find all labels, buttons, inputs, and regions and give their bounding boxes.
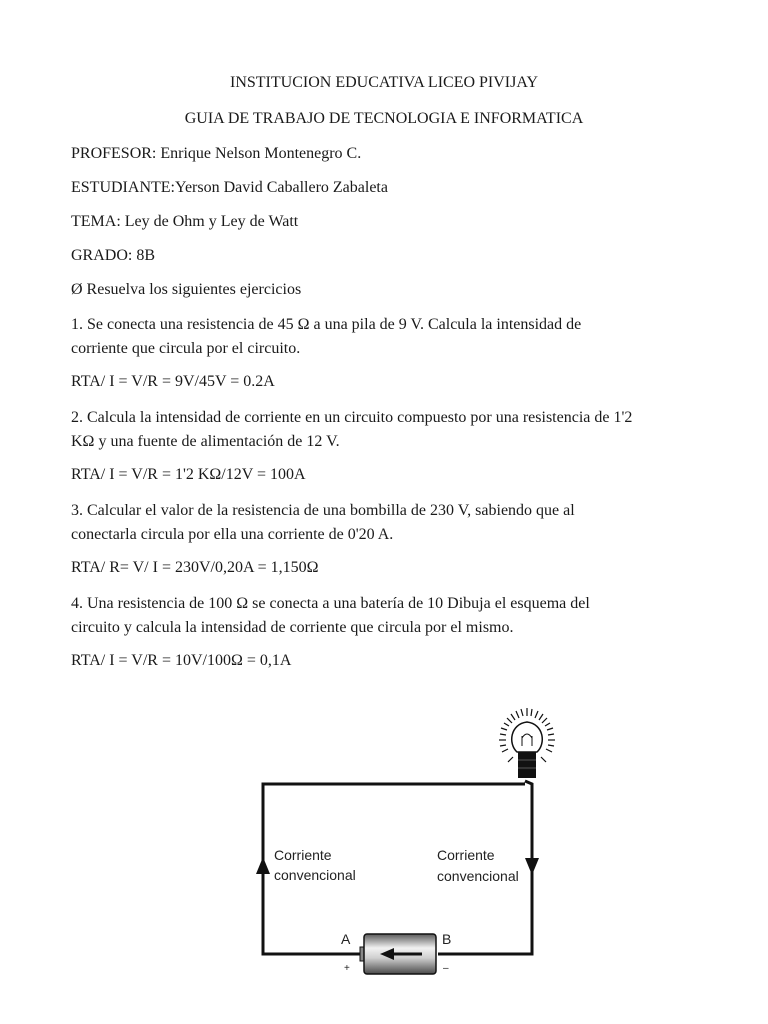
terminal-a-label: A bbox=[341, 931, 351, 947]
exercise-1-question-line-1: 1. Se conecta una resistencia de 45 Ω a una pila de 9 V. Calcula la intensidad de bbox=[71, 316, 582, 333]
current-arrow-down-icon bbox=[525, 858, 539, 875]
exercise-2-question-line-1: 2. Calcula la intensidad de corriente en un circuito compuesto por una resistencia de 1'2 bbox=[71, 409, 633, 426]
exercise-2-answer: RTA/ I = V/R = 1'2 KΩ/12V = 100A bbox=[71, 466, 306, 483]
exercise-4-question-line-1: 4. Una resistencia de 100 Ω se conecta a una batería de 10 Dibuja el esquema del bbox=[71, 595, 590, 612]
left-current-label-line-1: Corriente bbox=[274, 847, 332, 863]
tema-line: TEMA: Ley de Ohm y Ley de Watt bbox=[71, 213, 299, 230]
terminal-b-label: B bbox=[442, 931, 452, 947]
left-current-label-line-2: convencional bbox=[274, 867, 356, 883]
school-name: INSTITUCION EDUCATIVA LICEO PIVIJAY bbox=[230, 74, 538, 91]
battery-icon bbox=[360, 934, 436, 974]
guide-title: GUIA DE TRABAJO DE TECNOLOGIA E INFORMATICA bbox=[184, 110, 584, 127]
grado-line: GRADO: 8B bbox=[71, 247, 156, 264]
exercise-3-question-line-1: 3. Calcular el valor de la resistencia de una bombilla de 230 V, sabiendo que al bbox=[71, 502, 575, 519]
exercise-1-question-line-2: corriente que circula por el circuito. bbox=[71, 340, 301, 357]
exercise-3-answer: RTA/ R= V/ I = 230V/0,20A = 1,150Ω bbox=[71, 559, 319, 576]
plus-sign: + bbox=[344, 963, 350, 974]
exercise-3-question-line-2: conectarla circula por ella una corriente de 0'20 A. bbox=[71, 526, 394, 543]
right-current-label-line-2: convencional bbox=[437, 868, 519, 884]
exercise-1-answer: RTA/ I = V/R = 9V/45V = 0.2A bbox=[71, 373, 275, 390]
profesor-line: PROFESOR: Enrique Nelson Montenegro C. bbox=[71, 145, 362, 162]
minus-sign: – bbox=[443, 963, 449, 974]
exercise-4-answer: RTA/ I = V/R = 10V/100Ω = 0,1A bbox=[71, 652, 292, 669]
light-bulb-icon bbox=[499, 708, 555, 778]
current-arrow-up-icon bbox=[256, 857, 270, 874]
exercise-4-question-line-2: circuito y calcula la intensidad de corriente que circula por el mismo. bbox=[71, 619, 514, 636]
estudiante-line: ESTUDIANTE:Yerson David Caballero Zabaleta bbox=[71, 179, 388, 196]
right-current-label-line-1: Corriente bbox=[437, 847, 495, 863]
exercise-2-question-line-2: KΩ y una fuente de alimentación de 12 V. bbox=[71, 433, 340, 450]
instruction-line: Ø Resuelva los siguientes ejercicios bbox=[71, 281, 302, 298]
